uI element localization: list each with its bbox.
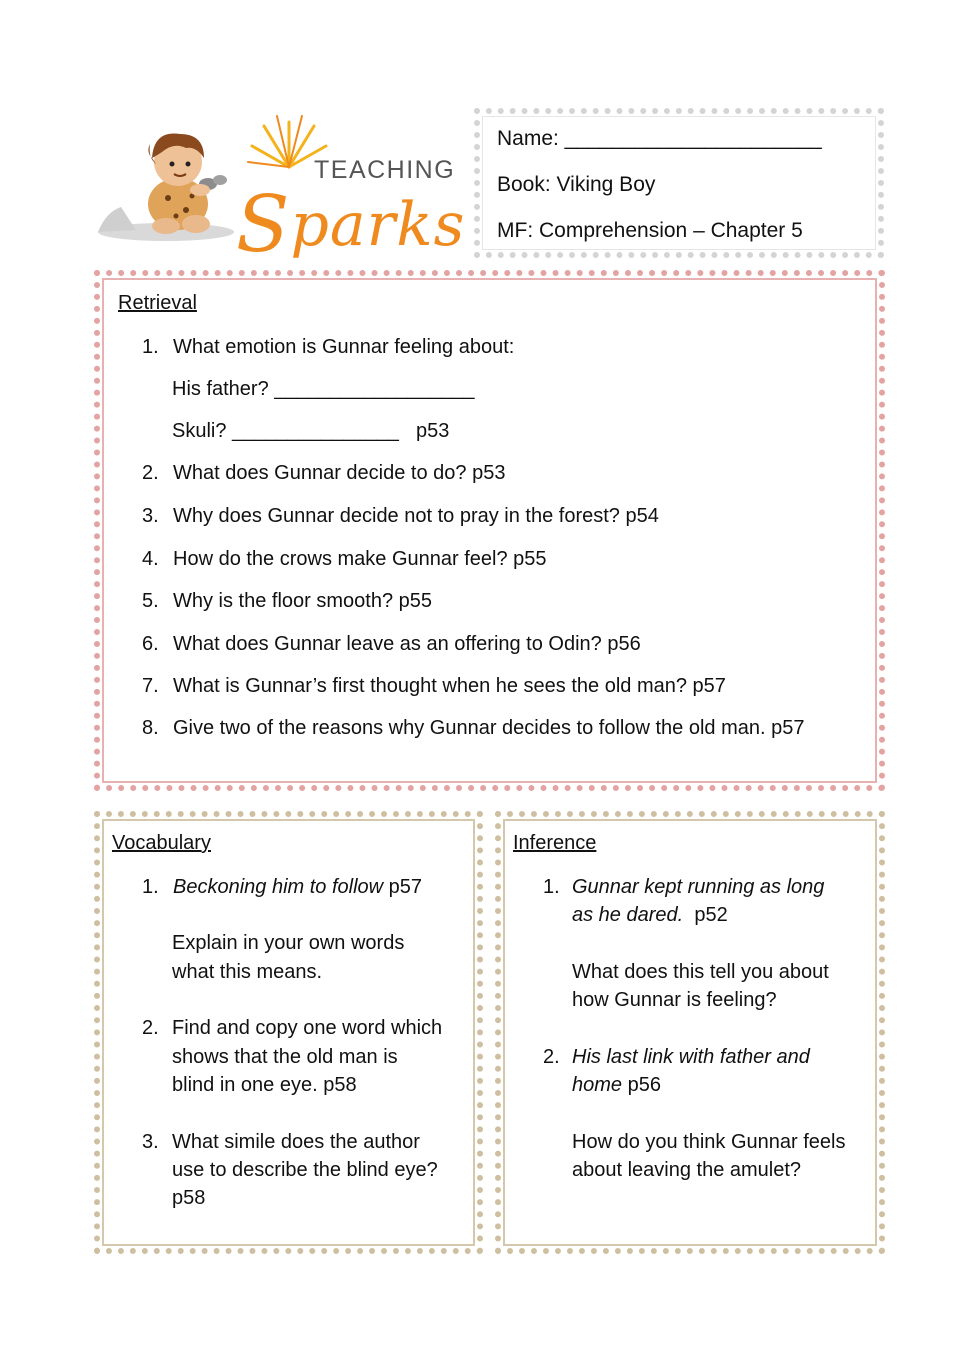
inference-q1-quote-line2 [572, 901, 728, 929]
caveman-mascot-icon [96, 112, 236, 252]
student-info-box [474, 108, 884, 258]
vocab-q3-line2: use to describe the blind eye? [172, 1159, 438, 1181]
book-title: Book: Viking Boy [497, 173, 656, 196]
vocabulary-title: Vocabulary [112, 832, 211, 854]
logo-sparks-rest: parks [290, 190, 466, 260]
inference-q2-quote-line1: His last link with father and [572, 1046, 810, 1068]
logo-teaching-text: TEACHING [314, 156, 456, 184]
question-text: What is Gunnar’s first thought when he sees the old man? p57 [173, 675, 726, 697]
answer-line-father[interactable]: His father? __________________ [172, 378, 475, 400]
vocab-q2-line3: blind in one eye. p58 [172, 1074, 357, 1096]
question-number: 2. [543, 1046, 560, 1068]
inference-q2-line2: about leaving the amulet? [572, 1159, 802, 1181]
vocabulary-section [94, 811, 483, 1254]
question-number: 4. [142, 548, 159, 570]
question-number: 1. [142, 876, 159, 898]
teaching-sparks-logo [96, 112, 466, 270]
question-text: Why is the floor smooth? p55 [173, 590, 433, 612]
question-number: 2. [142, 462, 159, 484]
question-number: 8. [142, 717, 159, 739]
logo-sparks-initial: S [236, 180, 291, 270]
inference-q1-line1: What does this tell you about [572, 961, 829, 983]
vocab-q2-line2: shows that the old man is [172, 1046, 398, 1068]
question-number: 5. [142, 590, 159, 612]
inference-q2-quote-line2 [572, 1071, 661, 1099]
question-number: 1. [543, 876, 560, 898]
question-number: 2. [142, 1017, 159, 1039]
question-text: Give two of the reasons why Gunnar decides to follow the old man. p57 [173, 717, 805, 739]
vocab-q1-instruction-line2: what this means. [172, 961, 323, 983]
question-number: 3. [142, 505, 159, 527]
page-reference: p56 [622, 1074, 661, 1096]
vocab-q2-line1: Find and copy one word which [172, 1017, 443, 1039]
vocab-q3-line1: What simile does the author [172, 1131, 420, 1153]
inference-q1-line2: how Gunnar is feeling? [572, 989, 777, 1011]
answer-line-skuli[interactable]: Skuli? _______________ [172, 420, 399, 442]
quote-text: home [572, 1074, 623, 1096]
retrieval-section [94, 270, 885, 791]
question-text: What does Gunnar decide to do? p53 [173, 462, 506, 484]
name-field[interactable]: Name: ______________________ [497, 127, 822, 150]
page-reference: p53 [416, 420, 450, 442]
vocab-q1-instruction-line1: Explain in your own words [172, 932, 405, 954]
quote-text: Beckoning him to follow [173, 876, 384, 898]
question-text: Why does Gunnar decide not to pray in the forest? p54 [173, 505, 659, 527]
question-text: What does Gunnar leave as an offering to Odin? p56 [173, 633, 641, 655]
question-text: What emotion is Gunnar feeling about: [173, 336, 515, 358]
question-number: 7. [142, 675, 159, 697]
question-number: 6. [142, 633, 159, 655]
retrieval-title: Retrieval [118, 292, 197, 314]
page-reference: p57 [383, 876, 423, 898]
mf-subtitle: MF: Comprehension – Chapter 5 [497, 219, 803, 242]
quote-text: as he dared. [572, 904, 684, 926]
vocab-q3-line3: p58 [172, 1187, 206, 1209]
inference-section [495, 811, 885, 1254]
question-text [173, 873, 422, 901]
question-number: 3. [142, 1131, 159, 1153]
logo-sparks-text [236, 174, 466, 270]
inference-q1-quote-line1: Gunnar kept running as long [572, 876, 825, 898]
inference-q2-line1: How do you think Gunnar feels [572, 1131, 846, 1153]
question-text: How do the crows make Gunnar feel? p55 [173, 548, 547, 570]
page-reference: p52 [683, 904, 728, 926]
vocabulary-question-1 [142, 873, 472, 933]
question-number: 1. [142, 336, 159, 358]
inference-title: Inference [513, 832, 597, 854]
